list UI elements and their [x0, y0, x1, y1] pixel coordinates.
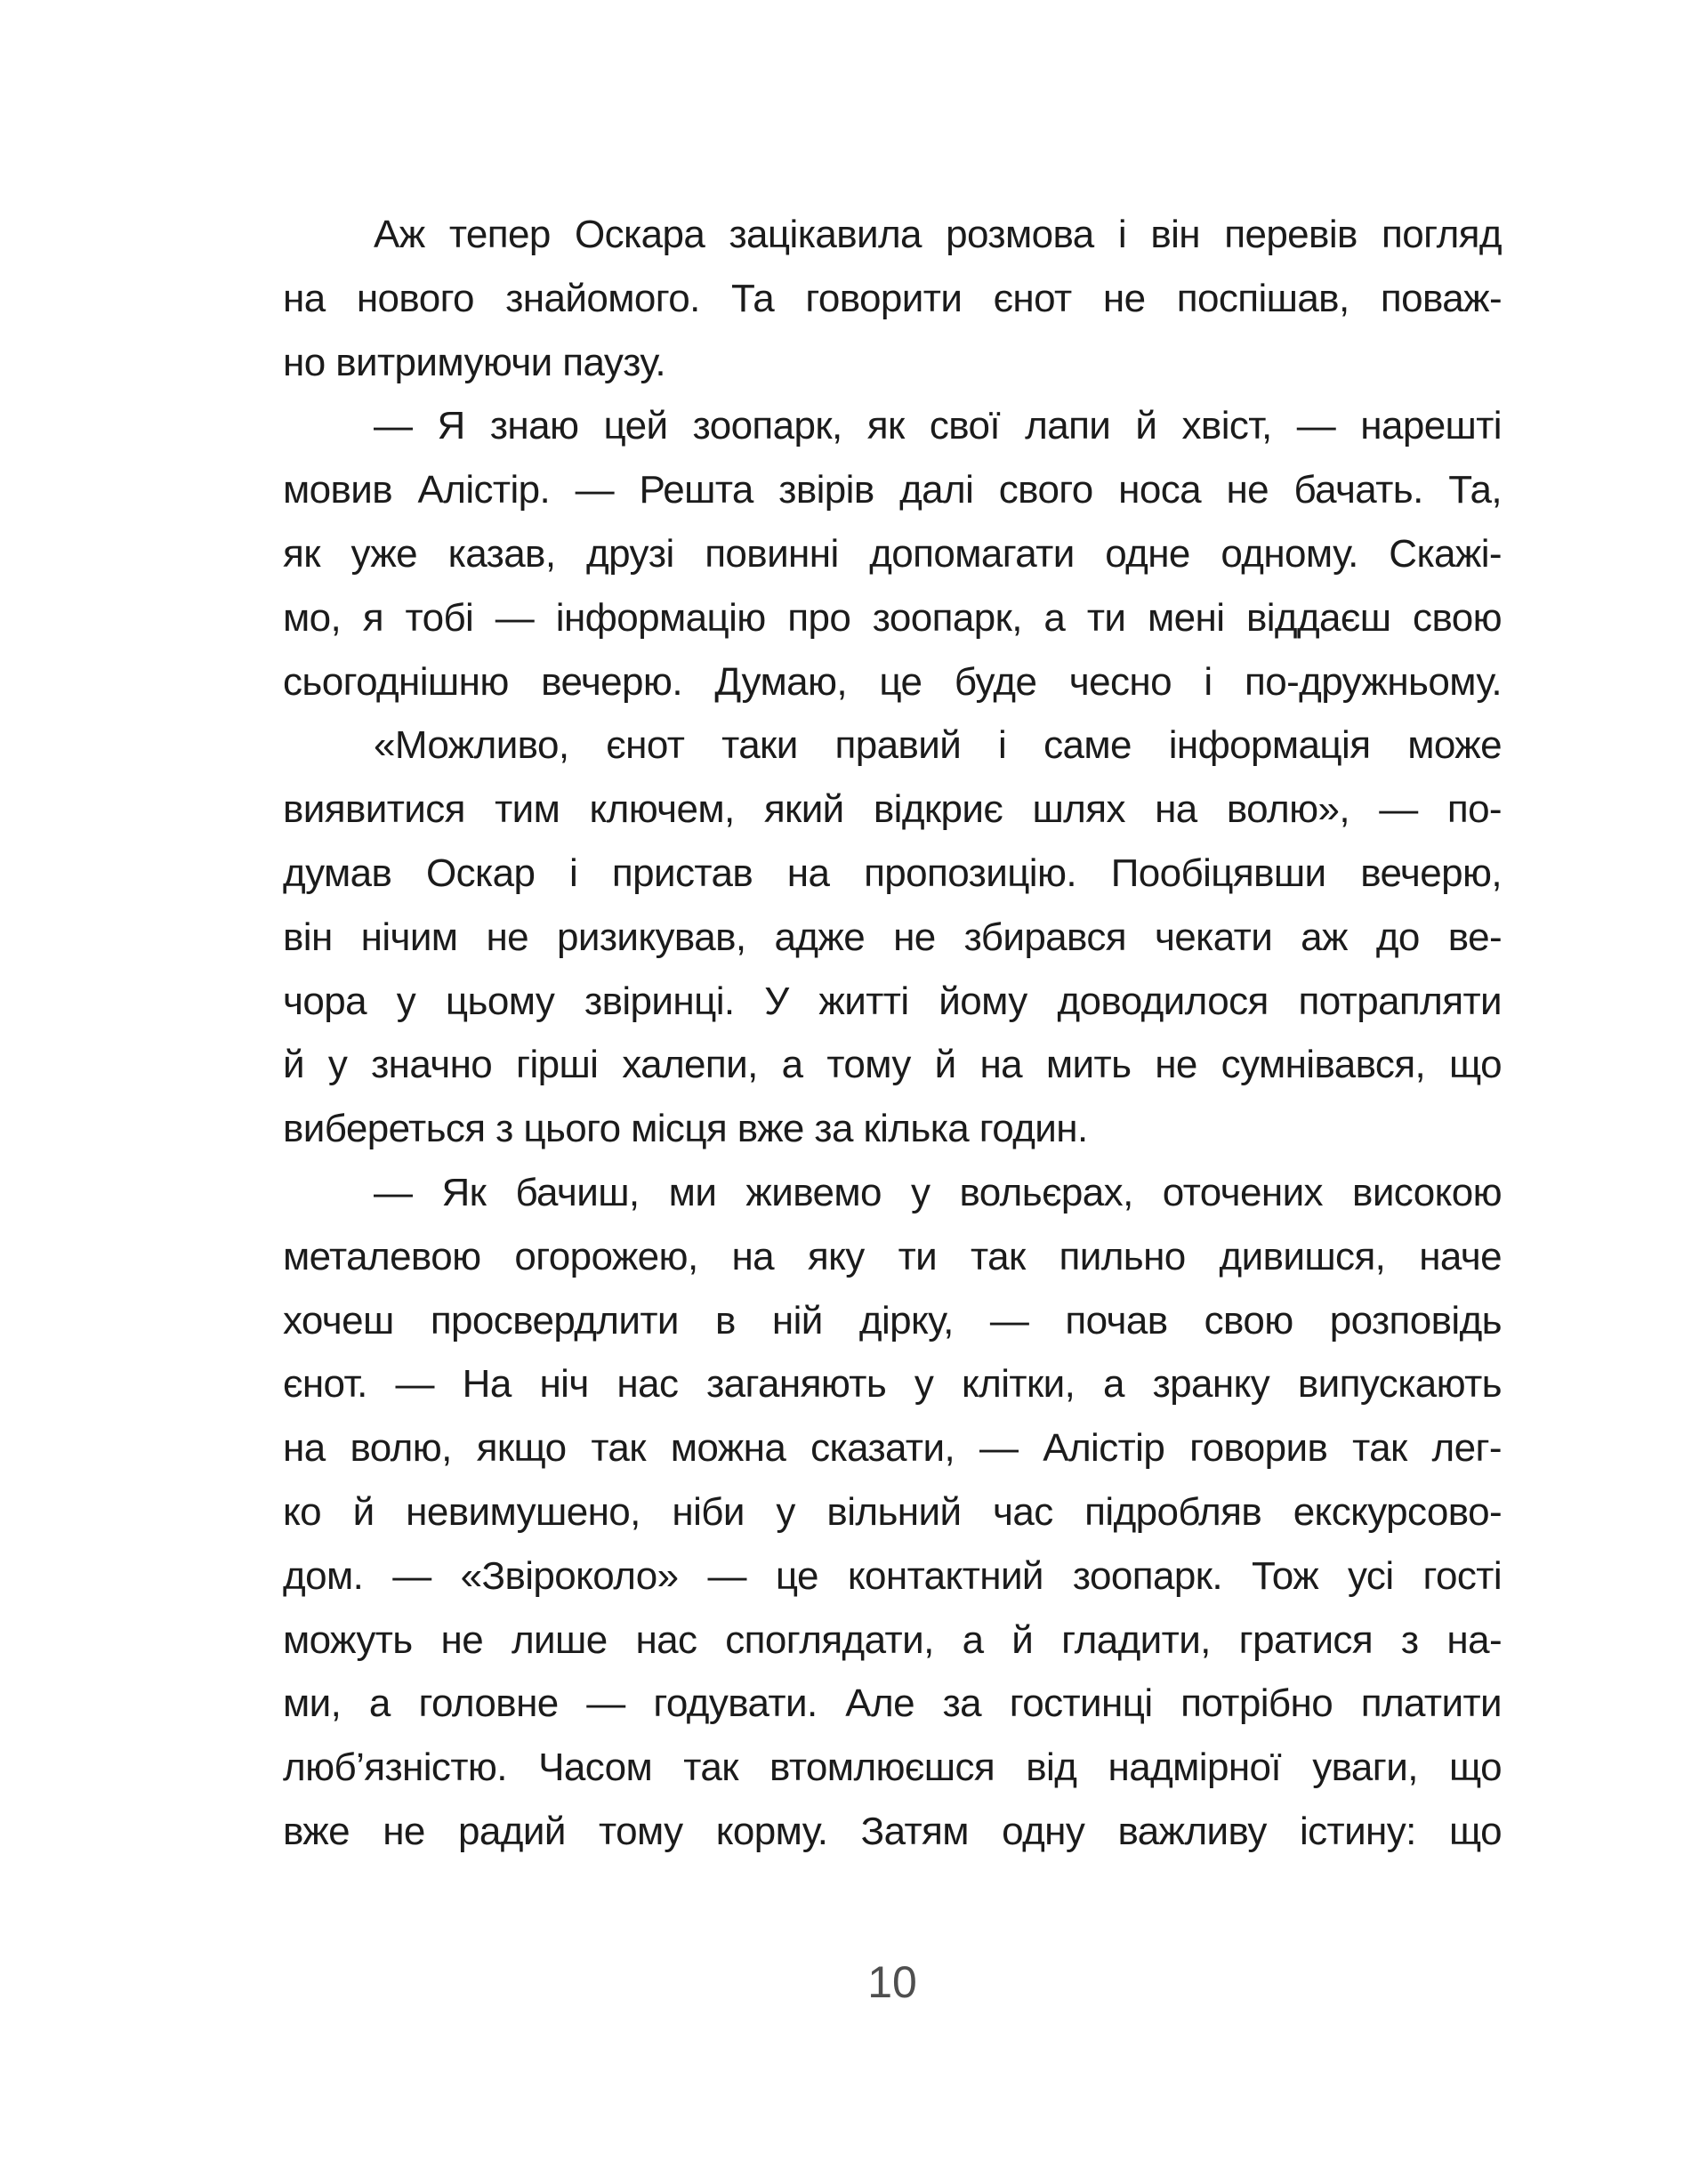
text-line: — Як бачиш, ми живемо у вольєрах, оточених високою: [374, 1170, 1502, 1214]
text-line: но витримуючи паузу.: [283, 340, 665, 384]
text-block: [283, 203, 1502, 1864]
text-line: ко й невимушено, ніби у вільний час підробляв екскурсово-: [283, 1489, 1502, 1534]
text-line: мо, я тобі — інформацію про зоопарк, а ти мені віддаєш свою: [283, 595, 1502, 640]
text-line: Аж тепер Оскара зацікавила розмова і він перевів погляд: [374, 213, 1502, 256]
text-line: люб’язністю. Часом так втомлюєшся від надмірної уваги, що: [283, 1746, 1502, 1790]
text-line: єнот. — На ніч нас заганяють у клітки, а зранку випускають: [283, 1362, 1502, 1407]
text-line: чора у цьому звіринці. У житті йому доводилося потрапляти: [283, 979, 1502, 1023]
text-line: виявитися тим ключем, який відкриє шлях на волю», — по-: [283, 787, 1502, 832]
text-line: вибереться з цього місця вже за кілька годин.: [283, 1107, 1088, 1151]
text-line: на нового знайомого. Та говорити єнот не поспішав, поваж-: [283, 276, 1502, 320]
text-line: можуть не лише нас споглядати, а й гладити, гратися з на-: [283, 1617, 1502, 1662]
text-line: він нічим не ризикував, адже не збирався чекати аж до ве-: [283, 915, 1502, 959]
text-line: сьогоднішню вечерю. Думаю, це буде чесно і по-дружньому.: [283, 659, 1502, 704]
text-line: металевою огорожею, на яку ти так пильно дивишся, наче: [283, 1234, 1502, 1278]
text-line: думав Оскар і пристав на пропозицію. Пообіцявши вечерю,: [283, 851, 1502, 895]
text-line: й у значно гірші халепи, а тому й на мить не сумнівався, що: [283, 1043, 1502, 1087]
text-line: хочеш просвердлити в ній дірку, — почав свою розповідь: [283, 1298, 1502, 1343]
text-line: на волю, якщо так можна сказати, — Алістір говорив так лег-: [283, 1426, 1502, 1471]
text-line: мовив Алістір. — Решта звірів далі свого носа не бачать. Та,: [283, 468, 1502, 512]
text-line: вже не радий тому корму. Затям одну важливу істину: що: [283, 1809, 1502, 1853]
text-line: ми, а головне — годувати. Але за гостинці потрібно платити: [283, 1681, 1502, 1726]
text-line: дом. — «Звіроколо» — це контактний зоопарк. Тож усі гості: [283, 1553, 1502, 1598]
page-number: 10: [867, 1957, 917, 2007]
text-line: — Я знаю цей зоопарк, як свої лапи й хвіст, — нарешті: [374, 404, 1502, 448]
text-line: «Можливо, єнот таки правий і саме інформація може: [374, 723, 1502, 768]
text-line: як уже казав, друзі повинні допомагати одне одному. Скажі-: [283, 531, 1502, 576]
